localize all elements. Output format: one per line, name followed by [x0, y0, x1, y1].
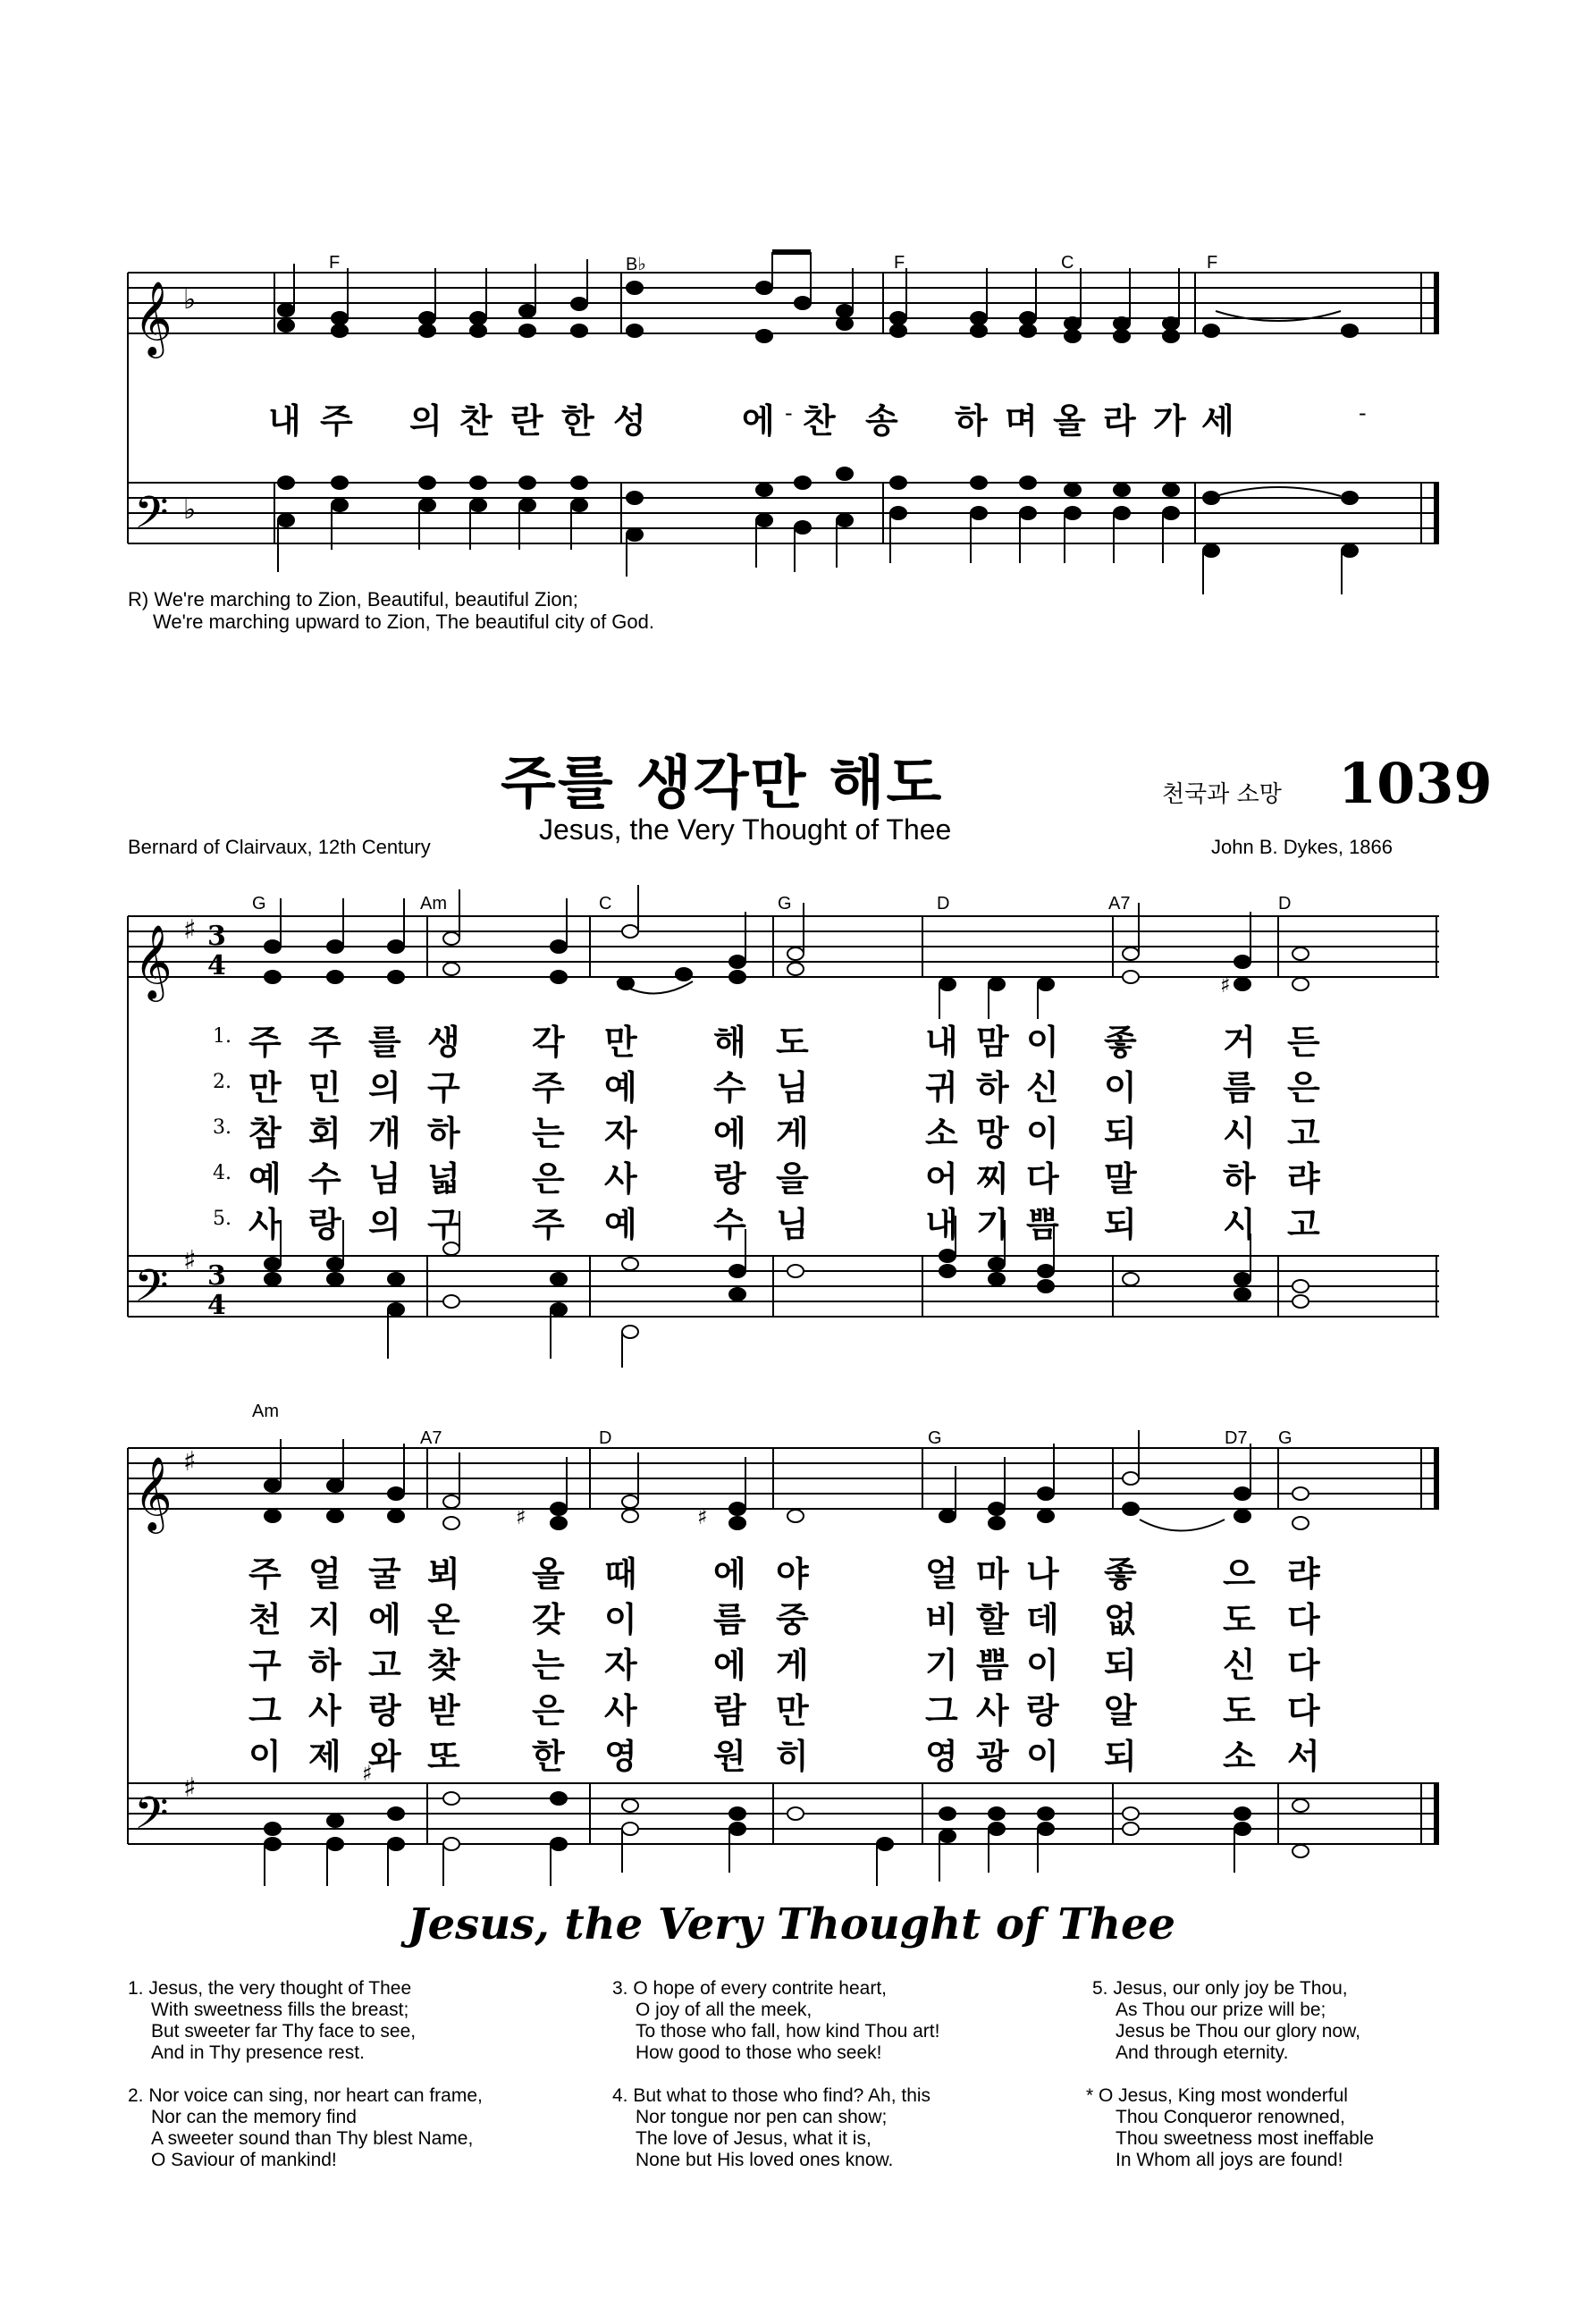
verse-line: And through eternity. [1116, 2042, 1289, 2063]
lyric-syllable: 랴 [1287, 1159, 1320, 1199]
verse-line: Nor tongue nor pen can show; [636, 2107, 888, 2127]
lyric-syllable: 만 [248, 1068, 282, 1107]
english-verse-4 [612, 2085, 930, 2171]
verse-lyric-line [0, 1197, 1583, 1244]
svg-text:♯: ♯ [183, 1446, 197, 1478]
lyric-syllable: 수 [713, 1068, 746, 1107]
lyric-syllable: 예 [604, 1068, 637, 1107]
lyric-syllable: 생 [427, 1023, 460, 1062]
lyric-syllable: 는 [532, 1114, 565, 1153]
lyric-syllable: 되 [1104, 1114, 1137, 1153]
lyric-syllable: 사 [248, 1205, 282, 1244]
chord-symbol: G [778, 894, 792, 914]
lyric-syllable: 하 [427, 1114, 460, 1153]
lyric-syllable: 하 [976, 1068, 1009, 1107]
english-verse-5 [1092, 1978, 1360, 2064]
verse-lyric-line [0, 1060, 1583, 1107]
svg-text:𝄢: 𝄢 [134, 1788, 169, 1850]
lyric-syllable: 광 [976, 1737, 1009, 1776]
top-bass-staff [128, 483, 1439, 543]
lyric-syllable: 넓 [427, 1159, 460, 1199]
lyric-syllable: 사 [976, 1691, 1009, 1730]
lyric-syllable: 자 [604, 1114, 637, 1153]
lyric-syllable: 랑 [713, 1159, 746, 1199]
lyric-syllable: 하 [1223, 1159, 1256, 1199]
lyric-syllable: 님 [368, 1159, 401, 1199]
svg-text:4: 4 [207, 950, 226, 981]
lyric-syllable: 내 [925, 1023, 958, 1062]
lyric-syllable: 게 [776, 1114, 809, 1153]
lyric-syllable: 나 [1026, 1554, 1059, 1594]
lyric-syllable: 쁨 [976, 1646, 1009, 1685]
lyric-syllable: 데 [1026, 1600, 1059, 1639]
lyric-syllable: 고 [1287, 1114, 1320, 1153]
english-verse-3 [612, 1978, 939, 2064]
lyric-hyphen: - [1359, 400, 1367, 425]
lyric-syllable: 주 [248, 1023, 282, 1062]
lyric-syllable: 도 [776, 1023, 809, 1062]
lyric-syllable: 세 [1201, 401, 1234, 441]
lyric-syllable: 만 [604, 1023, 637, 1062]
svg-text:♭: ♭ [183, 284, 197, 316]
lyric-syllable: 맘 [976, 1023, 1009, 1062]
lyric-syllable: 이 [1026, 1737, 1059, 1776]
lyric-syllable: 회 [308, 1114, 341, 1153]
lyric-syllable: 주 [308, 1023, 341, 1062]
english-verse-2 [128, 2085, 483, 2171]
lyric-syllable: 랑 [308, 1205, 341, 1244]
verse-lyric-line [0, 1592, 1583, 1639]
verse-lyric-line [0, 1729, 1583, 1776]
lyric-syllable: 찬 [803, 401, 836, 441]
lyric-syllable: 좋 [1104, 1023, 1137, 1062]
refrain-english [128, 588, 654, 633]
chord-symbol: A7 [1108, 894, 1131, 914]
lyric-syllable: 주 [532, 1068, 565, 1107]
chord-symbol: Am [252, 1402, 279, 1421]
verse-line: And in Thy presence rest. [151, 2042, 365, 2063]
svg-text:𝄞: 𝄞 [134, 1455, 173, 1530]
lyric-syllable: 시 [1223, 1205, 1256, 1244]
verse-line: None but His loved ones know. [636, 2150, 894, 2170]
verse-lyric-line [0, 1151, 1583, 1199]
lyric-syllable: 을 [776, 1159, 809, 1199]
lyric-syllable: 사 [308, 1691, 341, 1730]
verse-lyric-line [0, 1546, 1583, 1594]
lyric-syllable: 되 [1104, 1737, 1137, 1776]
lyric-syllable: 와 [368, 1737, 401, 1776]
lyric-syllable: 어 [925, 1159, 958, 1199]
english-verse-refrain [1086, 2085, 1374, 2171]
lyric-syllable: 에 [742, 401, 775, 441]
lyric-syllable: 고 [1287, 1205, 1320, 1244]
lyric-syllable: 의 [368, 1205, 401, 1244]
lyric-syllable: 랑 [1026, 1691, 1059, 1730]
lyric-syllable: 은 [532, 1159, 565, 1199]
lyric-syllable: 구 [248, 1646, 282, 1685]
lyric-syllable: 마 [976, 1554, 1009, 1594]
chord-symbol: F [894, 253, 905, 273]
verse-line: With sweetness fills the breast; [151, 2000, 409, 2020]
lyric-syllable: 소 [1223, 1737, 1256, 1776]
lyric-syllable: 때 [604, 1554, 637, 1594]
svg-text:𝄢: 𝄢 [134, 487, 169, 550]
lyric-syllable: 도 [1223, 1600, 1256, 1639]
lyric-syllable: 기 [925, 1646, 958, 1685]
verse-line: O joy of all the meek, [636, 2000, 813, 2020]
lyric-syllable: 얼 [308, 1554, 341, 1594]
lyric-syllable: 되 [1104, 1646, 1137, 1685]
lyric-syllable: 소 [925, 1114, 958, 1153]
lyric-syllable: 름 [1223, 1068, 1256, 1107]
lyric-syllable: 고 [368, 1646, 401, 1685]
lyric-syllable: 름 [713, 1600, 746, 1639]
lyric-syllable: 주 [320, 401, 353, 441]
lyric-syllable: 이 [248, 1737, 282, 1776]
lyric-syllable: 예 [248, 1159, 282, 1199]
lyric-syllable: 그 [925, 1691, 958, 1730]
verse-line: 5. Jesus, our only joy be Thou, [1092, 1978, 1348, 1999]
verse-number: 2. [213, 1071, 232, 1093]
svg-text:4: 4 [207, 1290, 226, 1321]
svg-text:𝄞: 𝄞 [134, 280, 173, 355]
lyric-syllable: 영 [925, 1737, 958, 1776]
chord-symbol: Am [420, 894, 447, 914]
chord-symbol: F [329, 253, 341, 273]
lyric-syllable: 천 [248, 1600, 282, 1639]
hymn-composer: John B. Dykes, 1866 [1211, 836, 1394, 858]
svg-text:♯: ♯ [183, 1245, 197, 1276]
verse-line: 2. Nor voice can sing, nor heart can frame, [128, 2085, 483, 2106]
svg-text:♯: ♯ [1220, 973, 1231, 998]
lyric-syllable: 신 [1223, 1646, 1256, 1685]
lyric-syllable: 없 [1104, 1600, 1137, 1639]
top-treble-staff [128, 273, 1439, 333]
lyric-syllable: 수 [308, 1159, 341, 1199]
lyric-syllable: 야 [776, 1554, 809, 1594]
lyric-syllable: 하 [955, 401, 988, 441]
svg-text:♯: ♯ [362, 1761, 373, 1786]
lyric-syllable: 도 [1223, 1691, 1256, 1730]
lyric-syllable: 주 [532, 1205, 565, 1244]
lyric-syllable: 자 [604, 1646, 637, 1685]
lyric-syllable: 올 [532, 1554, 565, 1594]
lyric-syllable: 에 [368, 1600, 401, 1639]
lyric-syllable: 수 [713, 1205, 746, 1244]
svg-text:♭: ♭ [183, 494, 197, 526]
hymn-author: Bernard of Clairvaux, 12th Century [128, 836, 431, 858]
hymn-number: 1039 [1338, 751, 1493, 816]
verse-line: 1. Jesus, the very thought of Thee [128, 1978, 412, 1999]
lyric-syllable: 거 [1223, 1023, 1256, 1062]
lyric-syllable: 민 [308, 1068, 341, 1107]
lyric-syllable: 해 [713, 1023, 746, 1062]
lyric-syllable: 이 [1026, 1646, 1059, 1685]
lyric-syllable: 는 [532, 1646, 565, 1685]
lyric-syllable: 이 [604, 1600, 637, 1639]
lyric-syllable: 내 [268, 401, 301, 441]
english-hymn-title: Jesus, the Very Thought of Thee [407, 1899, 1176, 1949]
lyric-syllable: 기 [976, 1205, 1009, 1244]
lyric-syllable: 히 [776, 1737, 809, 1776]
lyric-syllable: 랴 [1287, 1554, 1320, 1594]
svg-text:3: 3 [207, 1260, 226, 1292]
verse-number: 4. [213, 1162, 232, 1184]
verse-line: As Thou our prize will be; [1116, 2000, 1326, 2020]
lyric-syllable: 라 [1103, 401, 1136, 441]
lyric-syllable: 성 [613, 401, 646, 441]
lyric-syllable: 의 [409, 401, 442, 441]
chord-symbol: D [599, 1428, 612, 1448]
lyric-syllable: 찾 [427, 1646, 460, 1685]
chord-symbol: A7 [420, 1428, 442, 1448]
chord-symbol: F [1207, 253, 1218, 273]
refrain-line: R) We're marching to Zion, Beautiful, beautiful Zion; [128, 588, 578, 610]
verse-line: O Saviour of mankind! [151, 2150, 337, 2170]
lyric-syllable: 람 [713, 1691, 746, 1730]
lyric-syllable: 게 [776, 1646, 809, 1685]
lyric-syllable: 신 [1026, 1068, 1059, 1107]
lyric-syllable: 구 [427, 1068, 460, 1107]
chord-symbol: D7 [1225, 1428, 1248, 1448]
verse-line: * O Jesus, King most wonderful [1086, 2085, 1348, 2106]
lyric-syllable: 사 [604, 1691, 637, 1730]
lyric-syllable: 든 [1287, 1023, 1320, 1062]
refrain-line: We're marching upward to Zion, The beautiful city of God. [153, 610, 654, 633]
lyric-syllable: 에 [713, 1646, 746, 1685]
lyric-syllable: 다 [1287, 1646, 1320, 1685]
lyric-syllable: 영 [604, 1737, 637, 1776]
lyric-syllable: 내 [925, 1205, 958, 1244]
verse-line: Thou Conqueror renowned, [1116, 2107, 1345, 2127]
lyric-syllable: 를 [368, 1023, 401, 1062]
svg-text:3: 3 [207, 921, 226, 952]
svg-text:𝄞: 𝄞 [134, 923, 173, 998]
verse-line: How good to those who seek! [636, 2042, 882, 2063]
english-verse-1 [128, 1978, 416, 2064]
verse-line: 4. But what to those who find? Ah, this [612, 2085, 931, 2106]
lyric-syllable: 얼 [925, 1554, 958, 1594]
lyric-syllable: 지 [308, 1600, 341, 1639]
lyric-syllable: 제 [308, 1737, 341, 1776]
lyric-syllable: 시 [1223, 1114, 1256, 1153]
verse-lyric-line [0, 1015, 1583, 1062]
lyric-syllable: 원 [713, 1737, 746, 1776]
lyric-syllable: 알 [1104, 1691, 1137, 1730]
lyric-syllable: 이 [1026, 1023, 1059, 1062]
lyric-syllable: 랑 [368, 1691, 401, 1730]
lyric-syllable: 할 [976, 1600, 1009, 1639]
svg-text:♯: ♯ [516, 1504, 526, 1529]
lyric-hyphen: - [785, 400, 793, 425]
lyric-syllable: 구 [427, 1205, 460, 1244]
chord-symbol: C [599, 894, 612, 914]
lyric-syllable: 란 [510, 401, 543, 441]
lyric-syllable: 쁨 [1026, 1205, 1059, 1244]
chord-symbol: D [1278, 894, 1292, 914]
verse-number: 1. [213, 1025, 232, 1048]
verse-number: 3. [213, 1116, 232, 1139]
lyric-syllable: 찬 [459, 401, 493, 441]
verse-number: 5. [213, 1208, 232, 1230]
verse-line: The love of Jesus, what it is, [636, 2128, 871, 2149]
svg-text:♯: ♯ [697, 1504, 708, 1529]
hymn-category: 천국과 소망 [1162, 781, 1282, 808]
lyric-syllable: 귀 [925, 1068, 958, 1107]
lyric-syllable: 또 [427, 1737, 460, 1776]
chord-symbol: G [1278, 1428, 1293, 1448]
chord-symbol: C [1061, 253, 1074, 273]
lyric-syllable: 굴 [368, 1554, 401, 1594]
lyric-syllable: 주 [248, 1554, 282, 1594]
verse-line: 3. O hope of every contrite heart, [612, 1978, 888, 1999]
verse-lyric-line [0, 1683, 1583, 1730]
lyric-syllable: 은 [1287, 1068, 1320, 1107]
hymn-title-korean: 주를 생각만 해도 [501, 751, 944, 817]
svg-text:♯: ♯ [183, 1772, 197, 1804]
lyric-syllable: 에 [713, 1554, 746, 1594]
system1-bass-staff [128, 1256, 1439, 1317]
lyric-syllable: 참 [248, 1114, 282, 1153]
chord-symbol: B♭ [626, 255, 646, 274]
verse-lyric-line [0, 1638, 1583, 1685]
top-hymn-lyric-line [0, 393, 1583, 441]
verse-line: In Whom all joys are found! [1116, 2150, 1343, 2170]
lyric-syllable: 좋 [1104, 1554, 1137, 1594]
lyric-syllable: 의 [368, 1068, 401, 1107]
lyric-syllable: 그 [248, 1691, 282, 1730]
lyric-syllable: 이 [1026, 1114, 1059, 1153]
lyric-syllable: 가 [1153, 401, 1186, 441]
verse-line: Thou sweetness most ineffable [1116, 2128, 1375, 2149]
lyric-syllable: 예 [604, 1205, 637, 1244]
lyric-syllable: 사 [604, 1159, 637, 1199]
chord-symbol: D [937, 894, 950, 914]
lyric-syllable: 받 [427, 1691, 460, 1730]
chord-symbol: G [928, 1428, 942, 1448]
lyric-syllable: 뵈 [427, 1554, 460, 1594]
lyric-syllable: 망 [976, 1114, 1009, 1153]
lyric-syllable: 찌 [976, 1159, 1009, 1199]
chord-symbol: G [252, 894, 266, 914]
lyric-syllable: 다 [1287, 1600, 1320, 1639]
lyric-syllable: 으 [1223, 1554, 1256, 1594]
verse-line: To those who fall, how kind Thou art! [636, 2021, 940, 2042]
lyric-syllable: 온 [427, 1600, 460, 1639]
lyric-syllable: 만 [776, 1691, 809, 1730]
lyric-syllable: 은 [532, 1691, 565, 1730]
lyric-syllable: 이 [1104, 1068, 1137, 1107]
verse-line: A sweeter sound than Thy blest Name, [151, 2128, 474, 2149]
lyric-syllable: 올 [1053, 401, 1086, 441]
lyric-syllable: 님 [776, 1068, 809, 1107]
lyric-syllable: 에 [713, 1114, 746, 1153]
lyric-syllable: 님 [776, 1205, 809, 1244]
verse-line: But sweeter far Thy face to see, [151, 2021, 417, 2042]
verse-line: Jesus be Thou our glory now, [1116, 2021, 1360, 2042]
lyric-syllable: 송 [865, 401, 898, 441]
lyric-syllable: 갖 [532, 1600, 565, 1639]
hymn-title-english: Jesus, the Very Thought of Thee [539, 813, 952, 846]
verse-line: Nor can the memory find [151, 2107, 357, 2127]
lyric-syllable: 한 [561, 401, 594, 441]
lyric-syllable: 한 [532, 1737, 565, 1776]
lyric-syllable: 말 [1104, 1159, 1137, 1199]
lyric-syllable: 다 [1026, 1159, 1059, 1199]
lyric-syllable: 개 [368, 1114, 401, 1153]
lyric-syllable: 서 [1287, 1737, 1320, 1776]
verse-lyric-line [0, 1106, 1583, 1153]
svg-text:𝄢: 𝄢 [134, 1260, 169, 1323]
lyric-syllable: 되 [1104, 1205, 1137, 1244]
lyric-syllable: 하 [308, 1646, 341, 1685]
lyric-syllable: 중 [776, 1600, 809, 1639]
lyric-syllable: 다 [1287, 1691, 1320, 1730]
lyric-syllable: 각 [532, 1023, 565, 1062]
svg-text:♯: ♯ [183, 914, 197, 946]
lyric-syllable: 비 [925, 1600, 958, 1639]
lyric-syllable: 며 [1005, 401, 1038, 441]
